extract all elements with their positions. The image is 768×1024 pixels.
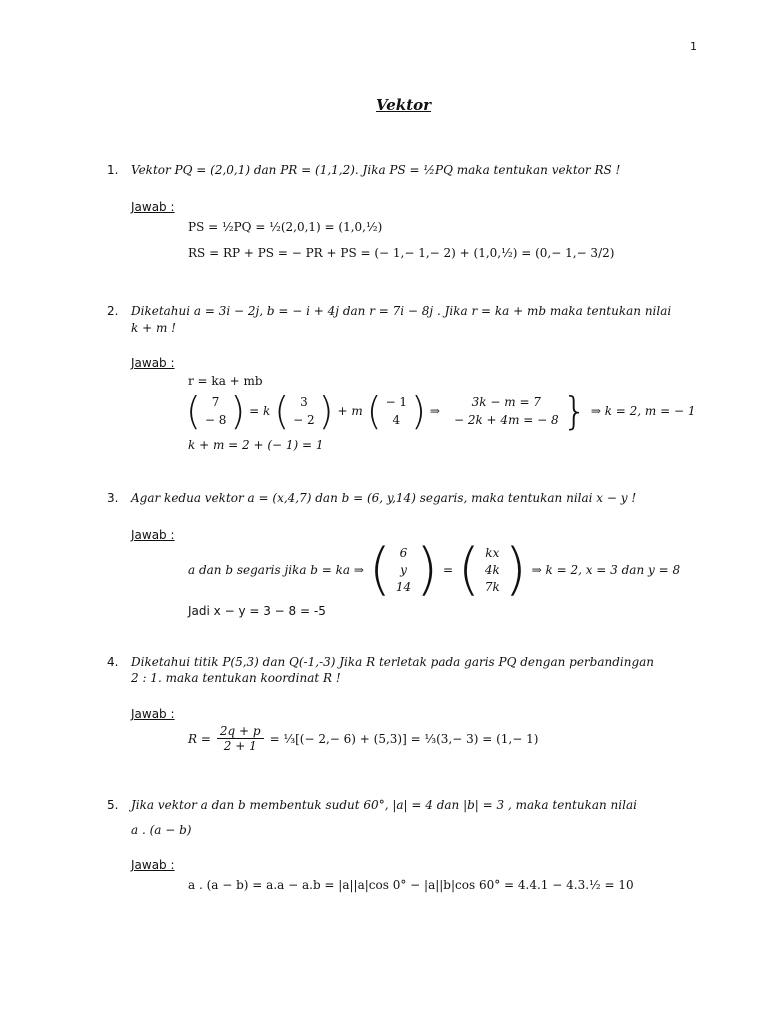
q2-vector-a-y: − 2 <box>293 413 315 427</box>
q5-answer: a . (a − b) = a.a − a.b = |a||a|cos 0° − |a||b|cos 60° = 4.4.1 − 4.3.½ = 10 <box>188 878 634 892</box>
q3-vector-ka-y: 4k <box>484 563 500 577</box>
q2-answer-line1: r = ka + mb <box>188 374 263 388</box>
q2-vector-b-x: − 1 <box>385 395 408 409</box>
q2-vector-a <box>293 395 315 427</box>
paren-right: ) <box>504 537 527 602</box>
paren-left: ( <box>368 537 391 602</box>
page-title: Vektor <box>376 96 432 114</box>
q1-answer-line1: PS = ½PQ = ½(2,0,1) = (1,0,½) <box>188 220 383 234</box>
q4-number: 4. <box>107 655 119 669</box>
q3-vector-equation <box>188 537 681 602</box>
q4-r-label: R = <box>188 731 211 746</box>
q2-vector-a-x: 3 <box>300 395 308 409</box>
paren-right: ) <box>416 537 438 602</box>
q1-text: Vektor PQ = (2,0,1) dan PR = (1,1,2). Jika PS = ½PQ maka tentukan vektor RS ! <box>131 163 621 177</box>
q4-numerator: 2q + p <box>217 724 264 739</box>
q3-text: Agar kedua vektor a = (x,4,7) dan b = (6, y,14) segaris, maka tentukan nilai x − y ! <box>131 491 637 505</box>
q2-text-line2: k + m ! <box>131 321 176 335</box>
q5-text-line1: Jika vektor a dan b membentuk sudut 60°, |a| = 4 dan |b| = 3 , maka tentukan nilai <box>131 798 637 812</box>
paren-left: ( <box>274 389 290 433</box>
paren-right: ) <box>230 389 246 433</box>
q3-condition: a dan b segaris jika b = ka ⇒ <box>188 563 364 577</box>
q4-result: = ⅓[(− 2,− 6) + (5,3)] = ⅓(3,− 3) = (1,− 1) <box>269 731 539 746</box>
q3-result: ⇒ k = 2, x = 3 dan y = 8 <box>531 563 681 577</box>
paren-left: ( <box>186 389 201 433</box>
q4-formula <box>188 724 538 753</box>
q3-vector-b-z: 14 <box>395 580 412 594</box>
q2-matrix-equation <box>186 389 696 433</box>
q3-vector-ka-z: 7k <box>484 580 500 594</box>
q4-text-line2: 2 : 1. maka tentukan koordinat R ! <box>131 671 341 685</box>
q2-vector-r-y: − 8 <box>204 413 227 427</box>
q2-result: ⇒ k = 2, m = − 1 <box>590 404 696 418</box>
q5-jawab-label: Jawab : <box>131 858 175 872</box>
q2-text-line1: Diketahui a = 3i − 2j, b = − i + 4j dan r = 7i − 8j . Jika r = ka + mb maka tentukan nilai <box>131 304 672 318</box>
q1-number: 1. <box>107 163 119 177</box>
q3-vector-b-y: y <box>400 563 407 577</box>
q2-answer-line3: k + m = 2 + (− 1) = 1 <box>188 438 324 452</box>
q3-vector-b <box>396 546 411 594</box>
implies-arrow: ⇒ <box>429 404 440 418</box>
brace-right: } <box>562 389 587 433</box>
q5-text-line2: a . (a − b) <box>131 823 192 837</box>
q1-answer-line2: RS = RP + PS = − PR + PS = (− 1,− 1,− 2) + (1,0,½) = (0,− 1,− 3/2) <box>188 246 615 260</box>
q3-vector-ka-x: kx <box>485 546 500 560</box>
q2-m-label: + m <box>337 404 363 418</box>
paren-left: ( <box>366 389 382 433</box>
paren-right: ) <box>318 389 334 433</box>
q3-vector-ka <box>485 546 500 594</box>
q3-number: 3. <box>107 491 119 505</box>
q2-k-label: = k <box>249 404 271 418</box>
q2-equation-1: 3k − m = 7 <box>471 395 541 409</box>
q4-fraction <box>217 724 264 753</box>
q2-vector-b <box>386 395 408 427</box>
q2-jawab-label: Jawab : <box>131 356 175 370</box>
q3-conclusion: Jadi x − y = 3 − 8 = -5 <box>188 604 326 618</box>
q3-jawab-label: Jawab : <box>131 528 175 542</box>
q4-jawab-label: Jawab : <box>131 707 175 721</box>
q5-number: 5. <box>107 798 119 812</box>
q2-equation-system <box>454 395 559 427</box>
q4-denominator: 2 + 1 <box>223 739 257 753</box>
page-number: 1 <box>690 40 697 53</box>
q2-vector-b-y: 4 <box>392 413 401 427</box>
q3-equals: = <box>442 563 454 577</box>
q4-text-line1: Diketahui titik P(5,3) dan Q(-1,-3) Jika R terletak pada garis PQ dengan perbandingan <box>131 655 655 669</box>
q2-vector-r <box>205 395 227 427</box>
q2-number: 2. <box>107 304 119 318</box>
q1-jawab-label: Jawab : <box>131 200 175 214</box>
paren-left: ( <box>458 537 480 602</box>
q2-equation-2: − 2k + 4m = − 8 <box>453 413 559 427</box>
paren-right: ) <box>411 389 426 433</box>
q2-vector-r-x: 7 <box>211 395 220 409</box>
q3-vector-b-x: 6 <box>399 546 408 560</box>
